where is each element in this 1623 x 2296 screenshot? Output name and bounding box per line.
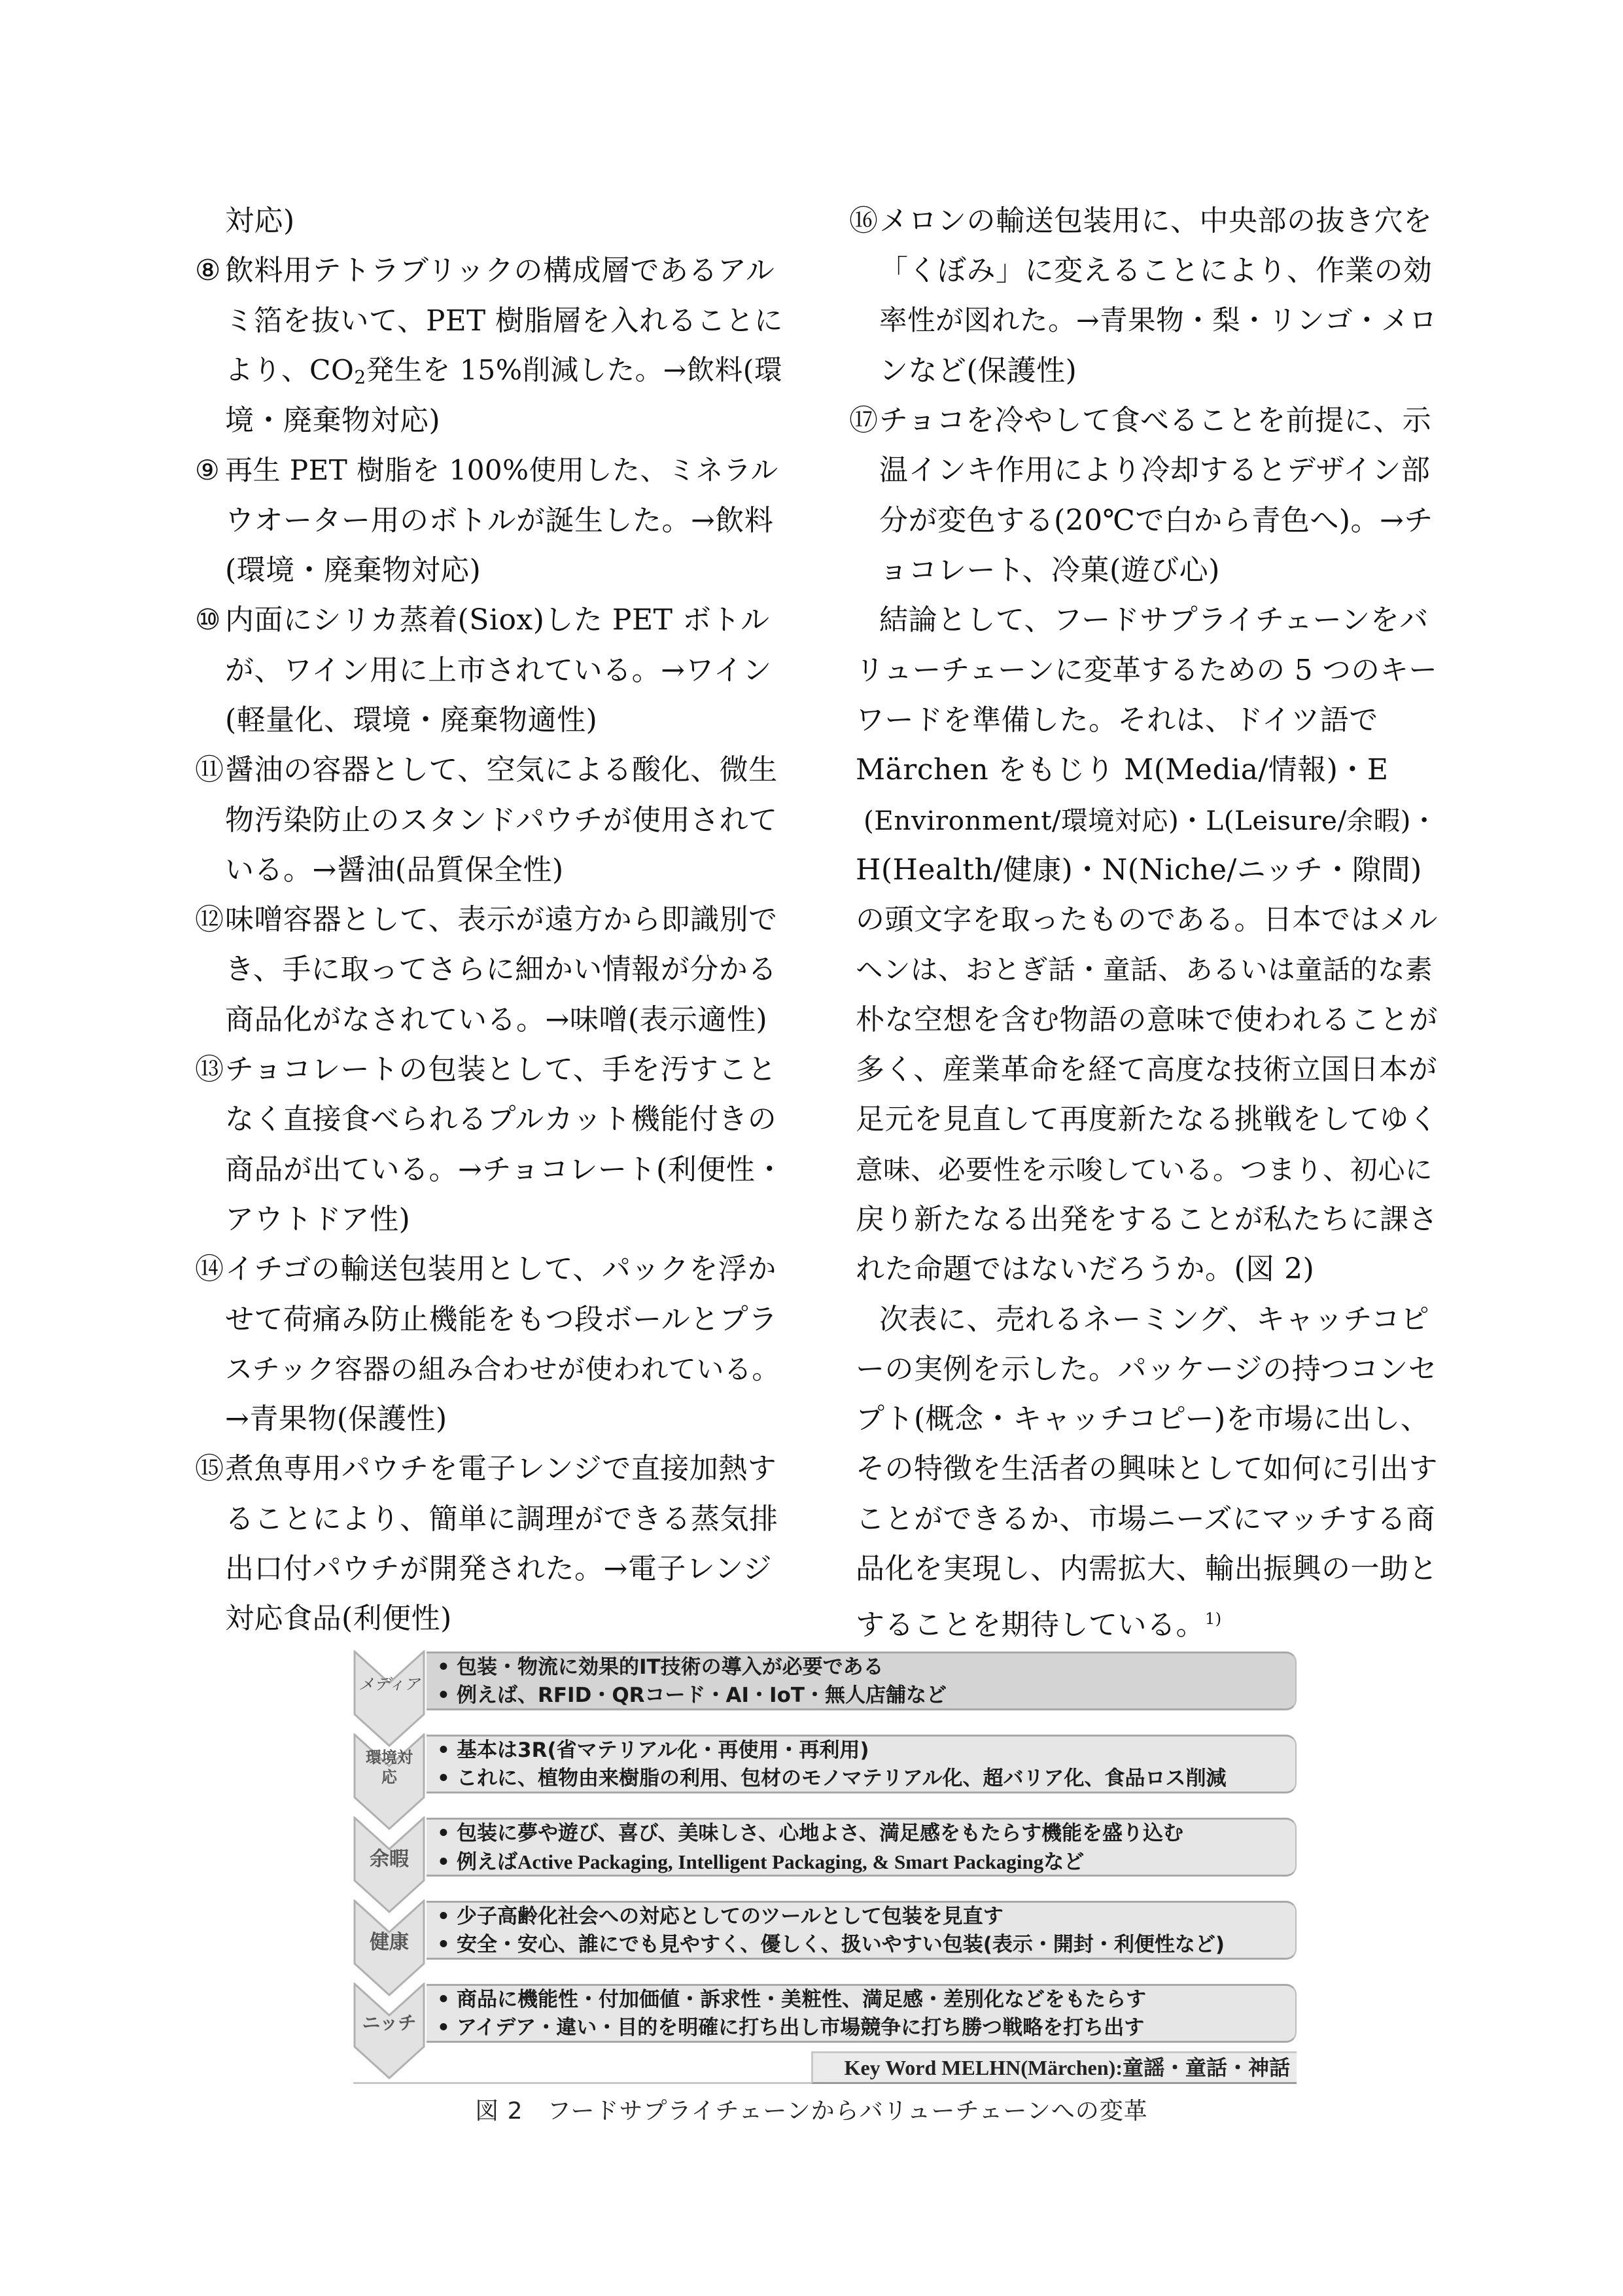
item-number: ⑯ — [849, 204, 879, 238]
paragraph-line: 足元を見直して再度新たなる挑戦をしてゆく — [856, 1103, 1438, 1137]
bullet-item — [437, 1737, 1295, 1765]
bullet-item — [437, 1653, 1295, 1682]
list-item-16 — [849, 196, 1438, 246]
paragraph-line: ことができるか、市場ニーズにマッチする商 — [856, 1502, 1436, 1536]
text-line: 温インキ作用により冷却するとデザイン部 — [879, 453, 1431, 487]
item-number: ⑩ — [195, 603, 221, 637]
bullet-text: 基本は3R(省マテリアル化・再使用・再利用) — [457, 1739, 869, 1762]
item-number: ⑬ — [195, 1053, 224, 1087]
text-line: 対応食品(利便性) — [225, 1602, 452, 1636]
bullet-icon: • — [437, 1822, 450, 1845]
bullet-text: 包装・物流に効果的IT技術の導入が必要である — [457, 1655, 884, 1679]
paragraph-line: H(Health/健康)・N(Niche/ニッチ・隙間) — [856, 853, 1422, 887]
paragraph-line: れた命題ではないだろうか。(図 2) — [856, 1252, 1315, 1286]
list-item-17 — [849, 396, 1438, 446]
item-number: ⑫ — [195, 903, 224, 937]
row-label — [353, 1748, 425, 1787]
row-label: ニッチ — [362, 2012, 417, 2034]
paragraph-line: プト(概念・キャッチコピー)を市場に出し、 — [856, 1402, 1430, 1436]
bullet-text: これに、植物由来樹脂の利用、包材のモノマテリアル化、超バリア化、食品ロス削減 — [457, 1767, 1227, 1790]
paragraph-line: Märchen をもじり M(Media/情報)・E — [856, 753, 1389, 787]
figure-caption: 図 2 フードサプライチェーンからバリューチェーンへの変革 — [475, 2098, 1148, 2125]
text-line: ョコレート、冷菓(遊び心) — [879, 554, 1220, 588]
text-line: アウトドア性) — [225, 1202, 411, 1236]
row-label: 余暇 — [370, 1848, 409, 1871]
bullet-text: アイデア・違い・目的を明確に打ち出し市場競争に打ち勝つ戦略を打ち出す — [457, 2016, 1145, 2040]
footnote-reference: 1) — [1205, 1610, 1222, 1629]
bullet-text: 例えば — [457, 1850, 517, 1874]
bullet-item — [437, 1765, 1295, 1793]
row-label-line: 応 — [381, 1768, 397, 1786]
text-line: チョコレートの包装として、手を汚すこと — [225, 1053, 777, 1087]
row-label: 健康 — [370, 1931, 409, 1954]
text-line: イチゴの輸送包装用として、パックを浮か — [225, 1252, 777, 1286]
bullet-item — [437, 1682, 1295, 1710]
text-line: 出口付パウチが開発された。→電子レンジ — [225, 1552, 773, 1586]
bullet-icon: • — [437, 1655, 450, 1679]
text-line: メロンの輸送包装用に、中央部の抜き穴を — [879, 204, 1433, 238]
paragraph-line — [849, 1594, 1438, 1644]
item-number: ⑧ — [195, 254, 221, 288]
paragraph-line: 戻り新たなる出発をすることが私たちに課さ — [856, 1202, 1438, 1236]
row-content-box — [427, 1735, 1297, 1793]
text-line: →青果物(保護性) — [225, 1402, 447, 1436]
text-line: せて荷痛み防止機能をもつ段ボールとプラ — [225, 1302, 778, 1336]
text-line: ウオーター用のボトルが誕生した。→飲料 — [225, 503, 774, 537]
list-item-14 — [195, 1245, 784, 1294]
figure-baseline — [353, 2082, 811, 2084]
text-line — [195, 346, 784, 396]
text-line: 煮魚専用パウチを電子レンジで直接加熱す — [225, 1452, 777, 1486]
bullet-text: 包装に夢や遊び、喜び、美味しさ、心地よさ、満足感をもたらす機能を盛り込む — [457, 1822, 1184, 1845]
text-line: が、ワイン用に上市されている。→ワイン — [225, 653, 772, 687]
bullet-icon: • — [437, 1739, 450, 1762]
text-line: チョコを冷やして食べることを前提に、示 — [879, 404, 1432, 438]
paragraph-line: ヘンは、おとぎ話・童話、あるいは童話的な素 — [856, 953, 1433, 986]
paragraph-line: その特徴を生活者の興味として如何に引出す — [856, 1452, 1438, 1486]
bullet-text: 商品に機能性・付加価値・訴求性・美粧性、満足感・差別化などをもたらす — [457, 1988, 1146, 2011]
bullet-icon: • — [437, 1933, 450, 1956]
text-line: 物汚染防止のスタンドパウチが使用されて — [225, 803, 778, 837]
list-item-15 — [195, 1444, 784, 1494]
list-item-10 — [195, 595, 784, 645]
bullet-item — [437, 1986, 1295, 2014]
right-column — [849, 196, 1438, 1644]
text-line: 飲料用テトラブリックの構成層であるアル — [225, 254, 775, 288]
bullet-icon: • — [437, 1850, 450, 1874]
left-column — [195, 196, 784, 1644]
paragraph-line: 結論として、フードサプライチェーンをバ — [879, 603, 1429, 637]
text-line: ミ箔を抜いて、PET 樹脂層を入れることに — [225, 304, 783, 338]
text-line: 醤油の容器として、空気による酸化、微生 — [225, 753, 778, 787]
bullet-icon: • — [437, 1767, 450, 1790]
text-line: 内面にシリカ蒸着(Siox)した PET ボトル — [225, 603, 770, 637]
text-line: 対応) — [225, 204, 295, 238]
text-line: (軽量化、環境・廃棄物適性) — [225, 703, 598, 737]
row-content-box — [427, 1984, 1297, 2043]
list-item-8 — [195, 246, 784, 296]
row-content-box — [427, 1818, 1297, 1877]
paragraph-line: の頭文字を取ったものである。日本ではメル — [856, 903, 1438, 937]
paragraph-line: 意味、必要性を示唆している。つまり、初心に — [856, 1153, 1433, 1186]
text-line: なく直接食べられるプルカット機能付きの — [225, 1103, 777, 1137]
bullet-text: など — [1043, 1850, 1085, 1874]
figure-row-media — [353, 1650, 1300, 1735]
text-line: 率性が図れた。→青果物・梨・リンゴ・メロ — [879, 304, 1438, 337]
subscript: 2 — [354, 366, 366, 388]
item-number: ⑰ — [849, 404, 879, 438]
paragraph-line: 次表に、売れるネーミング、キャッチコピ — [879, 1302, 1430, 1336]
text-line: スチック容器の組み合わせが使われている。 — [225, 1352, 780, 1385]
figure-row-leisure — [353, 1816, 1300, 1901]
figure-row-health — [353, 1899, 1300, 1985]
paragraph-line: リューチェーンに変革するための 5 つのキー — [856, 654, 1438, 687]
bullet-icon: • — [437, 1988, 450, 2011]
row-content-box — [427, 1901, 1297, 1960]
list-item-9 — [195, 446, 784, 495]
paragraph-line: ワードを準備した。それは、ドイツ語で — [856, 703, 1378, 737]
item-number: ⑮ — [195, 1452, 224, 1486]
text-line: 分が変色する(20℃で白から青色へ)。→チ — [879, 503, 1433, 537]
text-line: き、手に取ってさらに細かい情報が分かる — [225, 953, 777, 987]
figure-row-environment — [353, 1733, 1300, 1818]
text-line: 「くぼみ」に変えることにより、作業の効 — [879, 254, 1433, 288]
bullet-item — [437, 1931, 1295, 1959]
list-item-11 — [195, 745, 784, 795]
text-line: (環境・廃棄物対応) — [225, 554, 481, 588]
text-line: ることにより、簡単に調理ができる蒸気排 — [225, 1502, 778, 1536]
list-item-12 — [195, 895, 784, 945]
bullet-item — [437, 1820, 1295, 1848]
bullet-icon: • — [437, 1905, 450, 1928]
paragraph-line: 品化を実現し、内需拡大、輸出振興の一助と — [856, 1552, 1438, 1586]
text-line: 再生 PET 樹脂を 100%使用した、ミネラル — [225, 454, 778, 487]
text-line: 商品化がなされている。→味噌(表示適性) — [225, 1002, 768, 1036]
bullet-item — [437, 2014, 1295, 2042]
text-line: 味噌容器として、表示が遠方から即識別で — [225, 903, 778, 937]
text-fragment: 発生を 15%削減した。→飲料(環 — [366, 354, 782, 387]
item-number: ⑪ — [195, 753, 224, 787]
text-line: いる。→醤油(品質保全性) — [225, 853, 564, 887]
text-line: 境・廃棄物対応) — [225, 404, 441, 438]
list-item-13 — [195, 1045, 784, 1095]
paragraph-line: ーの実例を示した。パッケージの持つコンセ — [856, 1352, 1438, 1386]
text-line: ンなど(保護性) — [879, 353, 1077, 387]
item-number: ⑨ — [195, 454, 220, 487]
text-fragment: することを期待している。 — [856, 1608, 1205, 1642]
item-number: ⑭ — [195, 1252, 224, 1286]
text-line: 商品が出ている。→チョコレート(利便性・ — [225, 1152, 784, 1186]
row-label-line: 環境対 — [366, 1748, 413, 1767]
bullet-icon: • — [437, 2016, 450, 2040]
bullet-text: 例えば、RFID・QRコード・AI・IoT・無人店舗など — [457, 1684, 947, 1707]
bullet-text: 少子高齢化社会への対応としてのツールとして包装を見直す — [457, 1905, 1003, 1928]
paragraph-line: (Environment/環境対応)・L(Leisure/余暇)・ — [864, 804, 1438, 836]
bullet-item — [437, 1903, 1295, 1931]
bullet-icon: • — [437, 1684, 450, 1707]
bullet-text: 安全・安心、誰にでも見やすく、優しく、扱いやすい包装(表示・開封・利便性など) — [457, 1933, 1225, 1956]
paragraph-line: 朴な空想を含む物語の意味で使われることが — [856, 1002, 1438, 1036]
figure-2-diagram — [353, 1650, 1300, 2093]
bullet-text: Active Packaging, Intelligent Packaging, & Smart Packaging — [517, 1850, 1044, 1873]
row-label: メディア — [358, 1675, 421, 1693]
paragraph-line: 多く、産業革命を経て高度な技術立国日本が — [856, 1053, 1438, 1087]
keyword-box: Key Word MELHN(Märchen):童謡・童話・神話 — [811, 2051, 1297, 2084]
text-fragment: より、CO — [225, 354, 355, 387]
bullet-item — [437, 1848, 1295, 1876]
row-content-box — [427, 1651, 1297, 1710]
